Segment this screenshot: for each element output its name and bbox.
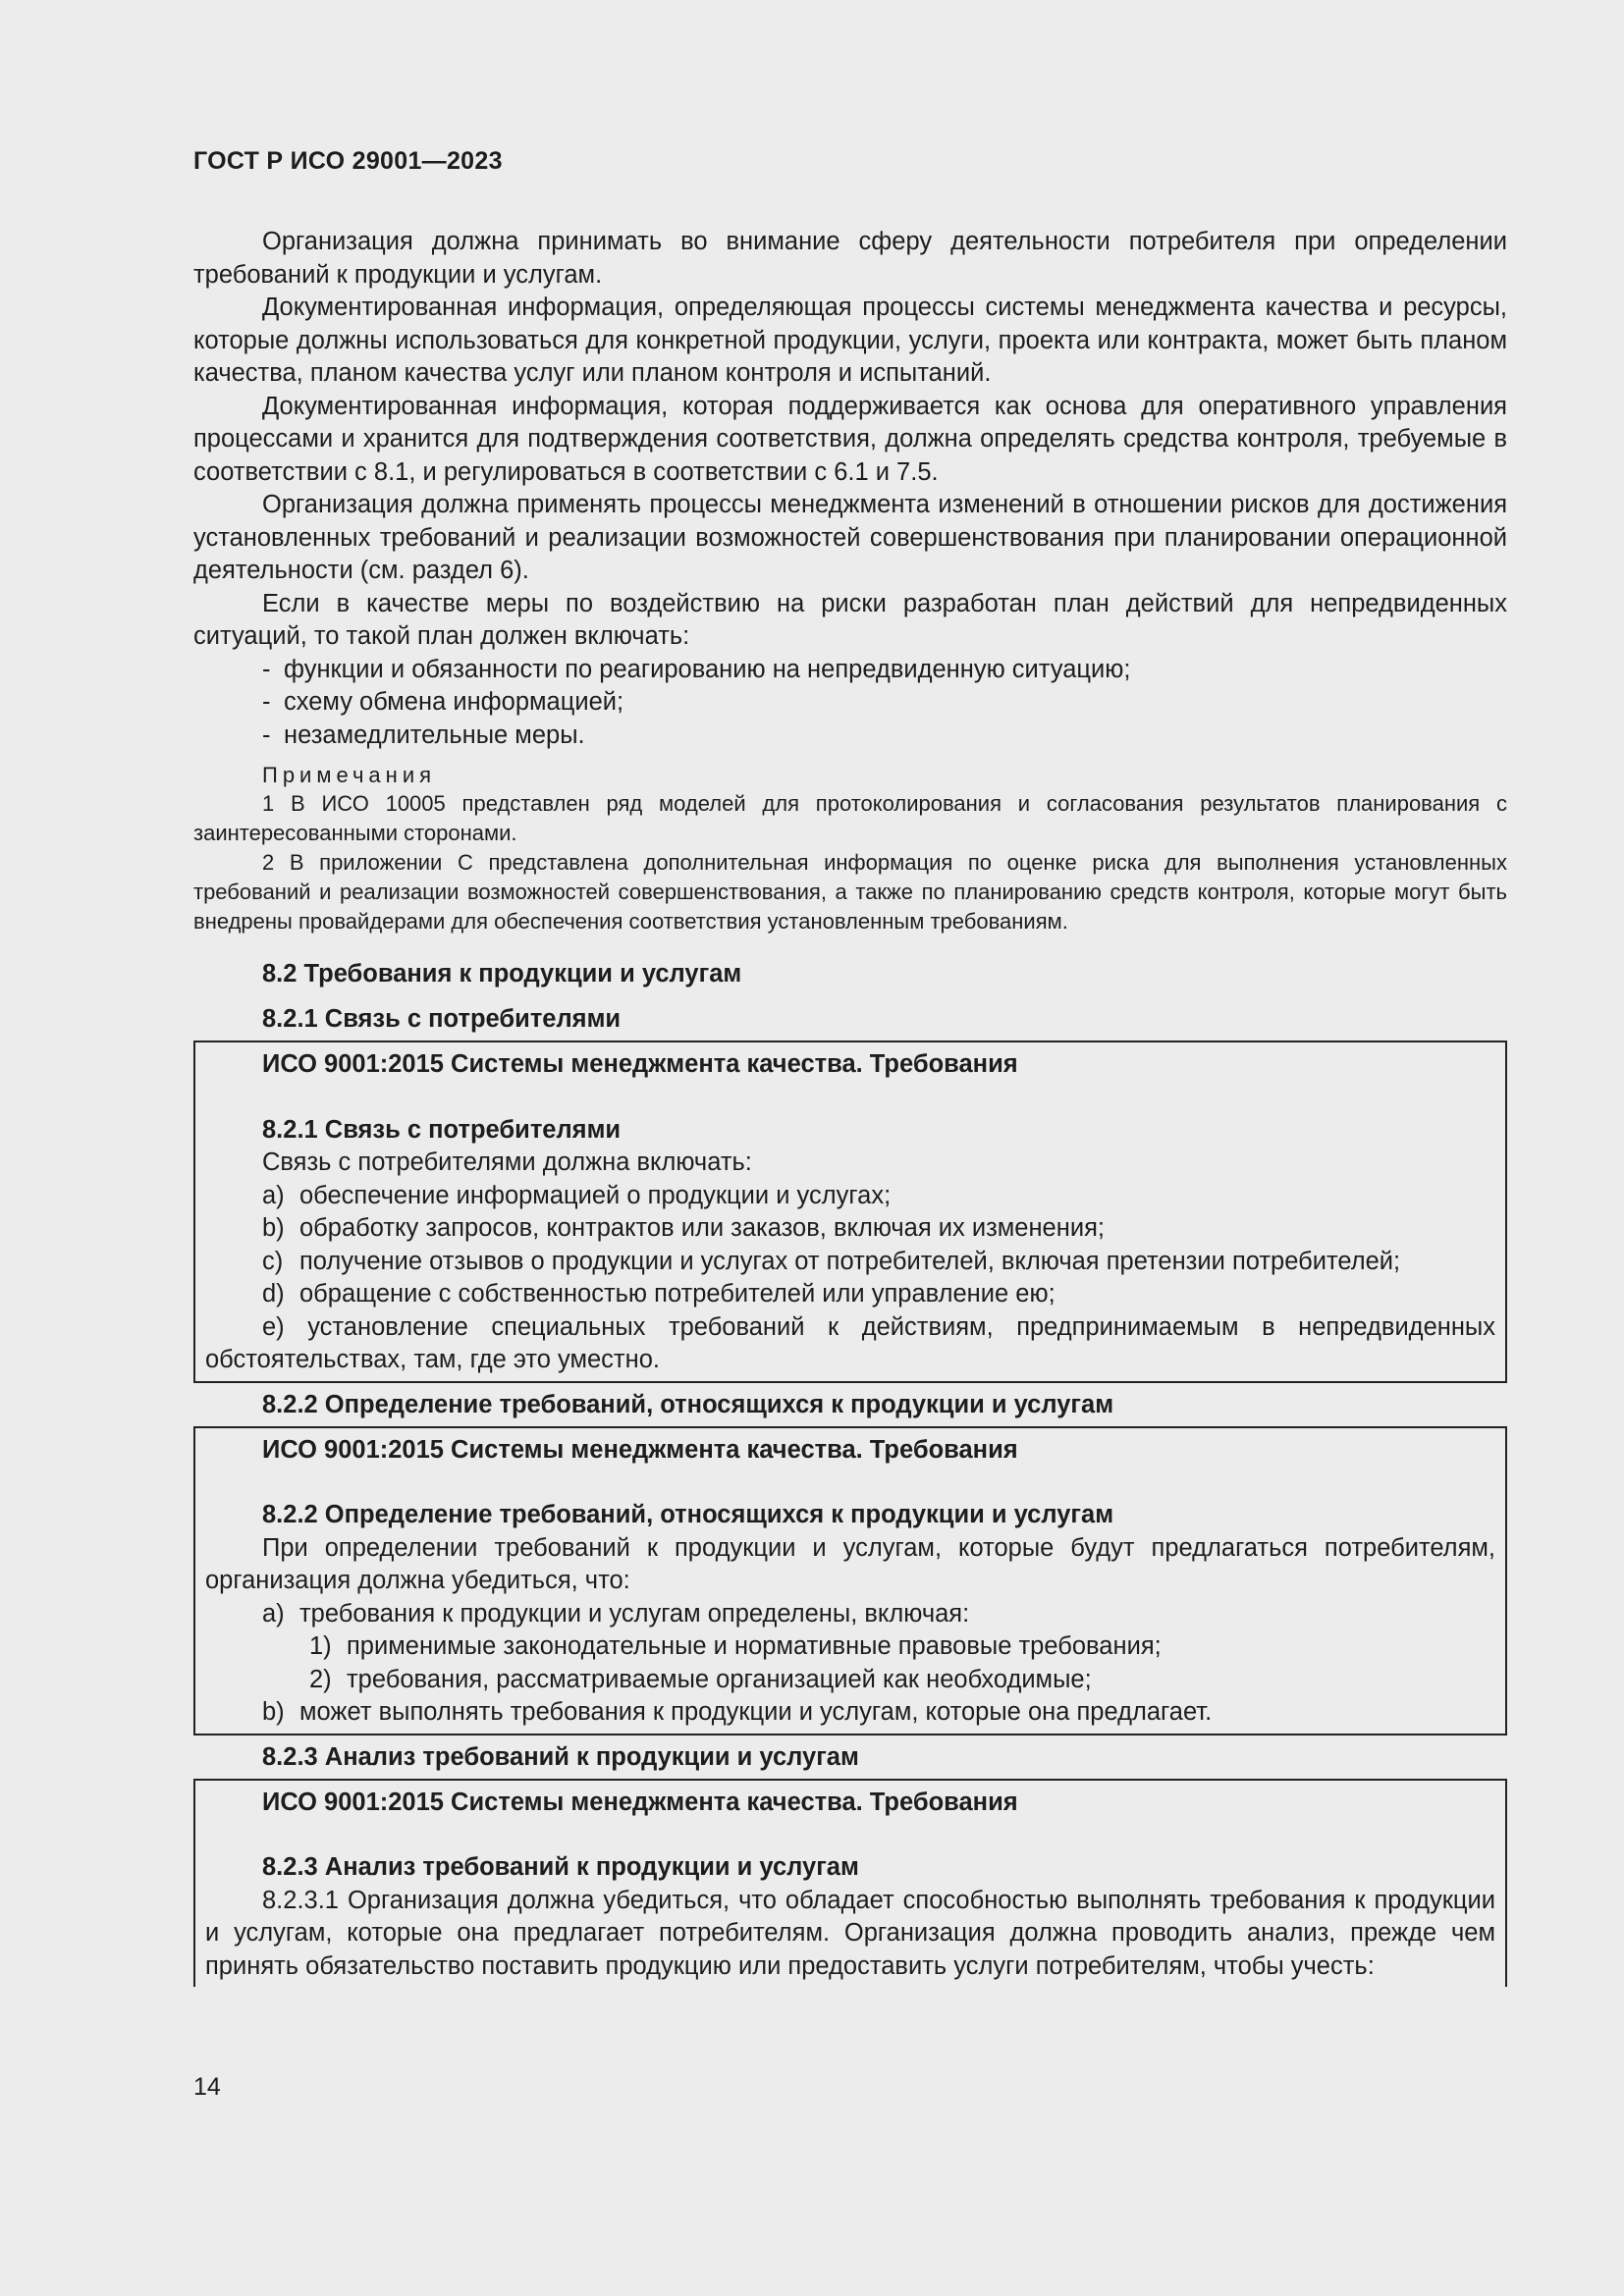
list-item: - незамедлительные меры. [262,721,585,749]
list-item: a) требования к продукции и услугам определены, включая: [262,1599,970,1628]
list-item: c) получение отзывов о продукции и услугах от потребителей, включая претензии потребителей; [262,1247,1401,1275]
section-heading-8-2-1: 8.2.1 Связь с потребителями [262,1005,622,1033]
paragraph: Организация должна применять процессы менеджмента изменений в отношении рисков для достижения установленных требований и реализации возможностей совершенствования при планировании операционной деятельности (см. раздел 6). [193,491,1507,584]
notes-title: Примечания [262,763,437,787]
list-item-wrapped: e) установление специальных требований к действиям, предпринимаемым в непредвиденных обстоятельствах, там, где это уместно. [205,1312,1495,1373]
sub-list-item: 1) применимые законодательные и нормативные правовые требования; [309,1632,1162,1660]
box-heading: 8.2.2 Определение требований, относящихся к продукции и услугам [262,1501,1114,1528]
list-item: b) может выполнять требования к продукции и услугам, которые она предлагает. [262,1698,1213,1726]
page-content [193,226,1507,1987]
quote-box-8-2-2 [193,1426,1507,1735]
box-heading: 8.2.3 Анализ требований к продукции и услугам [262,1853,859,1881]
note: 1 В ИСО 10005 представлен ряд моделей для протоколирования и согласования результатов планирования с заинтересованными сторонами. [193,791,1507,845]
sub-list-item: 2) требования, рассматриваемые организацией как необходимые; [309,1665,1092,1693]
list-item: - схему обмена информацией; [262,688,624,716]
list-item: - функции и обязанности по реагированию на непредвиденную ситуацию; [262,655,1131,683]
box-title: ИСО 9001:2015 Системы менеджмента качества. Требования [262,1435,1018,1464]
list-item: a) обеспечение информацией о продукции и услугах; [262,1181,892,1209]
box-paragraph: 8.2.3.1 Организация должна убедиться, что обладает способностью выполнять требования к продукции и услугам, которые она предлагает потребителям. Организация должна проводить анализ, прежде чем принять обязательство поставить продукцию или предоставить услуги потребителям, чтобы учесть: [205,1886,1495,1980]
box-intro: Связь с потребителями должна включать: [262,1148,752,1176]
page-number: 14 [193,2073,221,2101]
paragraph: Организация должна принимать во внимание сферу деятельности потребителя при определении требований к продукции и услугам. [193,228,1507,289]
box-heading: 8.2.1 Связь с потребителями [262,1115,622,1144]
document-header: ГОСТ Р ИСО 29001—2023 [193,147,503,175]
paragraph: Документированная информация, которая поддерживается как основа для оперативного управления процессами и хранится для подтверждения соответствия, должна определять средства контроля, требуемые в соответствии с 8.1, и регулироваться в соответствии с 6.1 и 7.5. [193,392,1507,486]
box-title: ИСО 9001:2015 Системы менеджмента качества. Требования [262,1788,1018,1816]
section-heading-8-2: 8.2 Требования к продукции и услугам [262,960,742,988]
note: 2 В приложении С представлена дополнительная информация по оценке риска для выполнения установленных требований и реализации возможностей совершенствования, а также по планированию средств контроля, которые могут быть внедрены провайдерами для обеспечения соответствия установленным требованиям. [193,850,1507,934]
section-heading-8-2-3: 8.2.3 Анализ требований к продукции и услугам [262,1742,859,1771]
section-heading-8-2-2: 8.2.2 Определение требований, относящихся к продукции и услугам [262,1390,1114,1418]
box-title: ИСО 9001:2015 Системы менеджмента качества. Требования [262,1050,1018,1078]
box-intro: При определении требований к продукции и услугам, которые будут предлагаться потребителям, организация должна убедиться, что: [205,1533,1495,1594]
paragraph: Если в качестве меры по воздействию на риски разработан план действий для непредвиденных ситуаций, то такой план должен включать: [193,589,1507,650]
quote-box-8-2-1 [193,1041,1507,1383]
list-item: b) обработку запросов, контрактов или заказов, включая их изменения; [262,1214,1105,1242]
list-item: d) обращение с собственностью потребителей или управление ею; [262,1280,1056,1308]
quote-box-8-2-3 [193,1779,1507,1988]
paragraph: Документированная информация, определяющая процессы системы менеджмента качества и ресурсы, которые должны использоваться для конкретной продукции, услуги, проекта или контракта, может быть планом качества, планом качества услуг или планом контроля и испытаний. [193,294,1507,387]
